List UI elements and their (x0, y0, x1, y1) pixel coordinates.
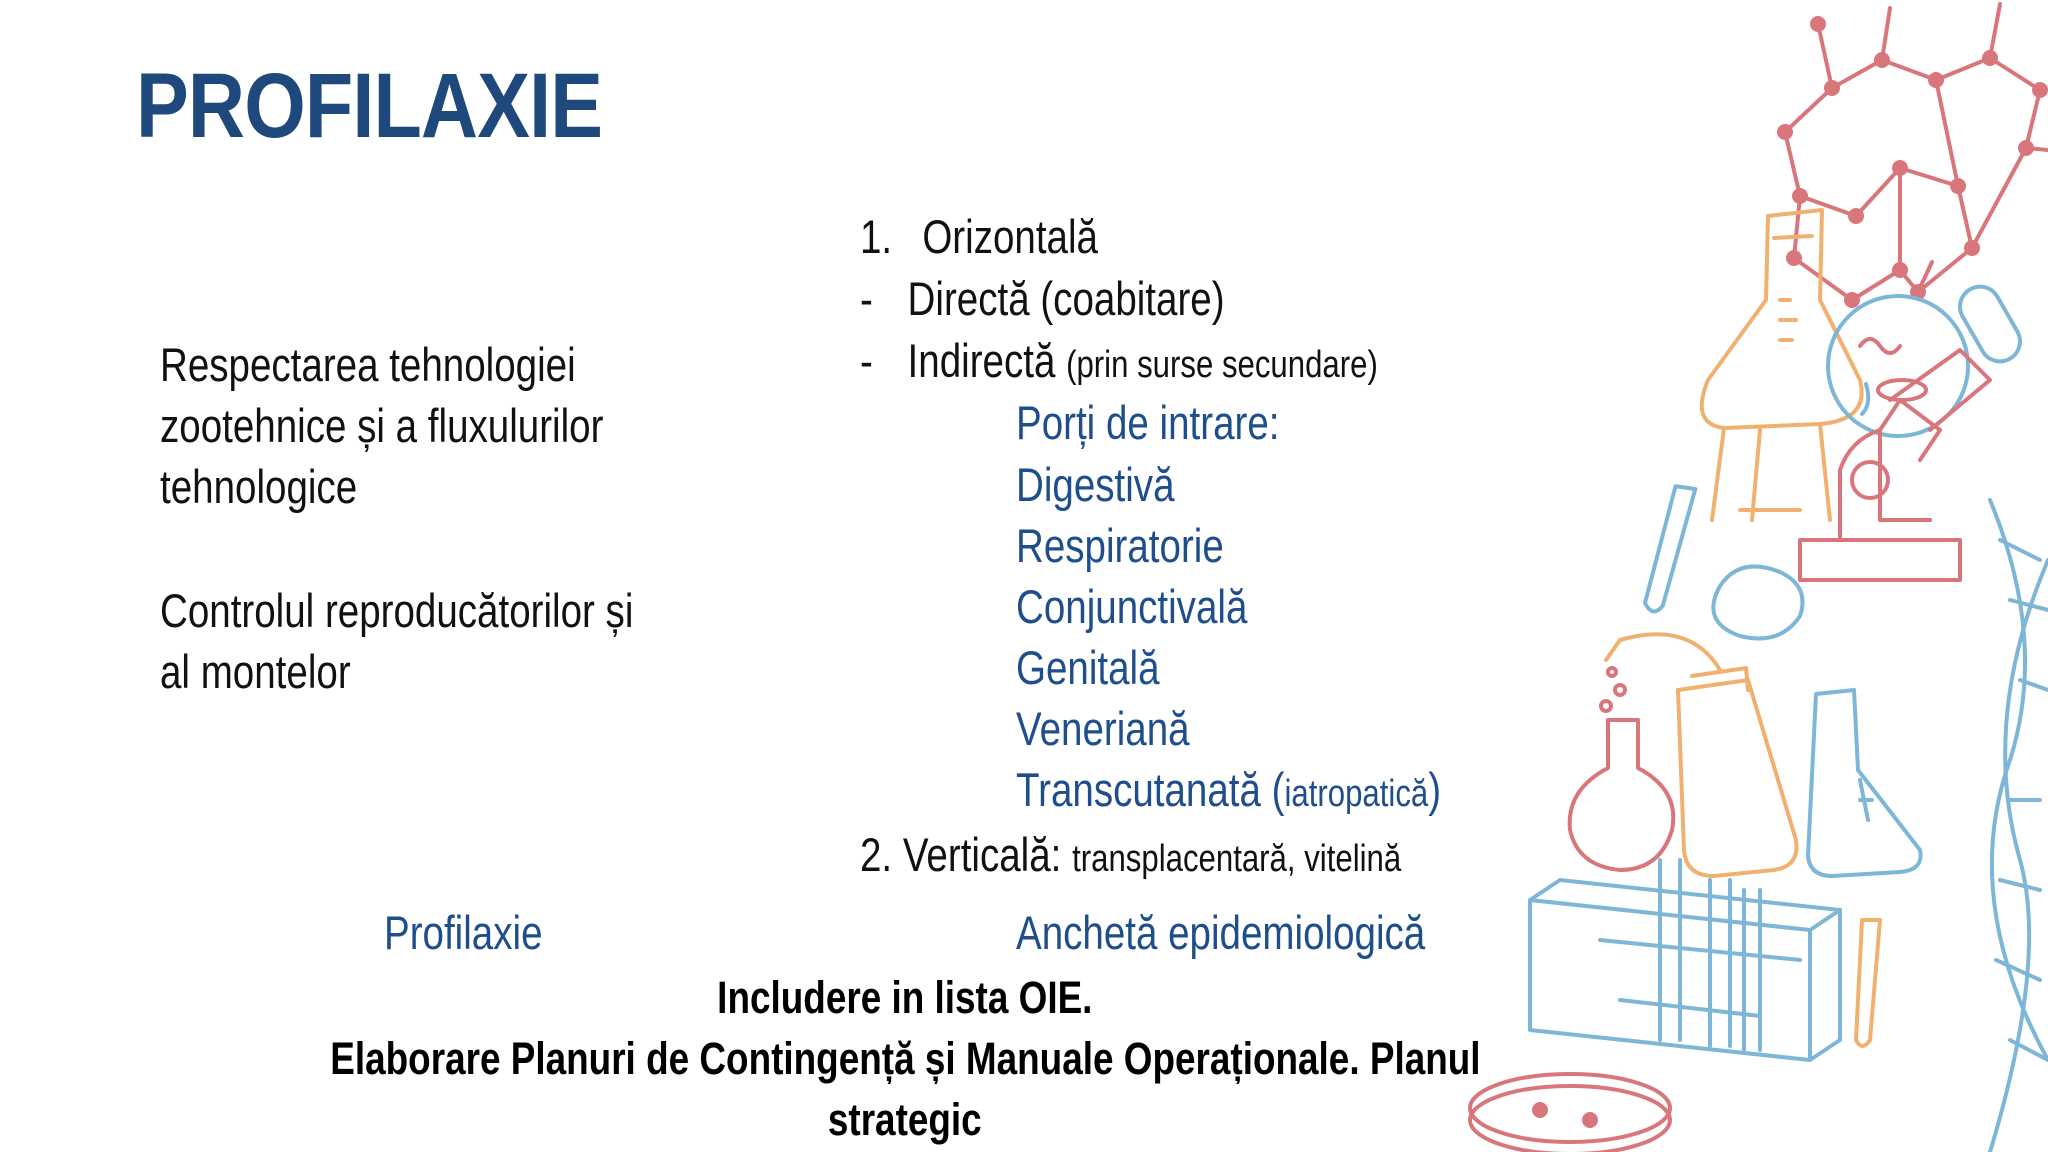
indirect-note: (prin surse secundare) (1066, 344, 1378, 386)
ancheta-label: Anchetă epidemiologică (1016, 906, 1426, 959)
footer-line-3: strategic (828, 1094, 982, 1145)
entry-points-heading: Porți de intrare: (1016, 396, 1280, 449)
item-2-label: 2. Verticală: (860, 828, 1062, 881)
dna-helix-icon (1990, 500, 2048, 1152)
dash-bullet: - (860, 272, 873, 325)
test-tube-icon (1644, 484, 1880, 1046)
item-indirect (860, 330, 1492, 396)
hexagon-molecule-icon (1777, 4, 2048, 308)
left-line-5: al montelor (160, 645, 351, 698)
slide-title-text: PROFILAXIE (136, 55, 603, 157)
bacteria-icon (1713, 279, 2027, 638)
entry-point-item: Respiratorie (1016, 519, 1224, 572)
item-1-label: Orizontală (922, 210, 1098, 263)
item-direct (860, 268, 1305, 329)
entry-point-item: Conjunctivală (1016, 580, 1248, 633)
footer-line-1: Includere in lista OIE. (717, 972, 1093, 1023)
left-line-3: tehnologice (160, 460, 358, 513)
indirect-label: Indirectă (907, 334, 1056, 387)
entry-point-item-transcutaneous: Transcutanată (iatropatică) (1016, 763, 1442, 816)
slide-title (136, 54, 678, 159)
item-2-vertical (860, 824, 1520, 890)
test-tube-rack-icon (1530, 860, 1840, 1060)
dash-bullet: - (860, 334, 873, 387)
item-1-horizontal (860, 206, 1150, 267)
left-line-4: Controlul reproducătorilor și (160, 584, 634, 637)
entry-point-item: Genitală (1016, 641, 1160, 694)
item-1-number: 1. (860, 210, 893, 263)
item-2-note: transplacentară, vitelină (1072, 838, 1402, 880)
left-paragraph-technology (160, 334, 701, 517)
entry-point-list (1016, 454, 1534, 825)
entry-point-item: Digestivă (1016, 458, 1175, 511)
transcutaneous-note: iatropatică (1284, 773, 1429, 815)
profilaxie-label: Profilaxie (384, 906, 543, 959)
direct-label: Directă (coabitare) (907, 272, 1225, 325)
entry-point-item: Veneriană (1016, 702, 1190, 755)
round-flask-icon (1570, 668, 1674, 870)
left-line-2: zootehnice și a fluxulurilor (160, 399, 604, 452)
left-line-1: Respectarea tehnologiei (160, 338, 576, 391)
petri-dish-icon (1828, 296, 1968, 436)
conical-flask-icon (1808, 690, 1921, 876)
footer-line-2: Elaborare Planuri de Contingență și Manuale Operaționale. Planul (329, 1033, 1481, 1084)
wash-bottle-icon (1606, 634, 1797, 876)
left-paragraph-reproducers (160, 580, 737, 702)
microscope-icon (1800, 350, 1990, 580)
erlenmeyer-flask-icon (1702, 210, 1862, 520)
